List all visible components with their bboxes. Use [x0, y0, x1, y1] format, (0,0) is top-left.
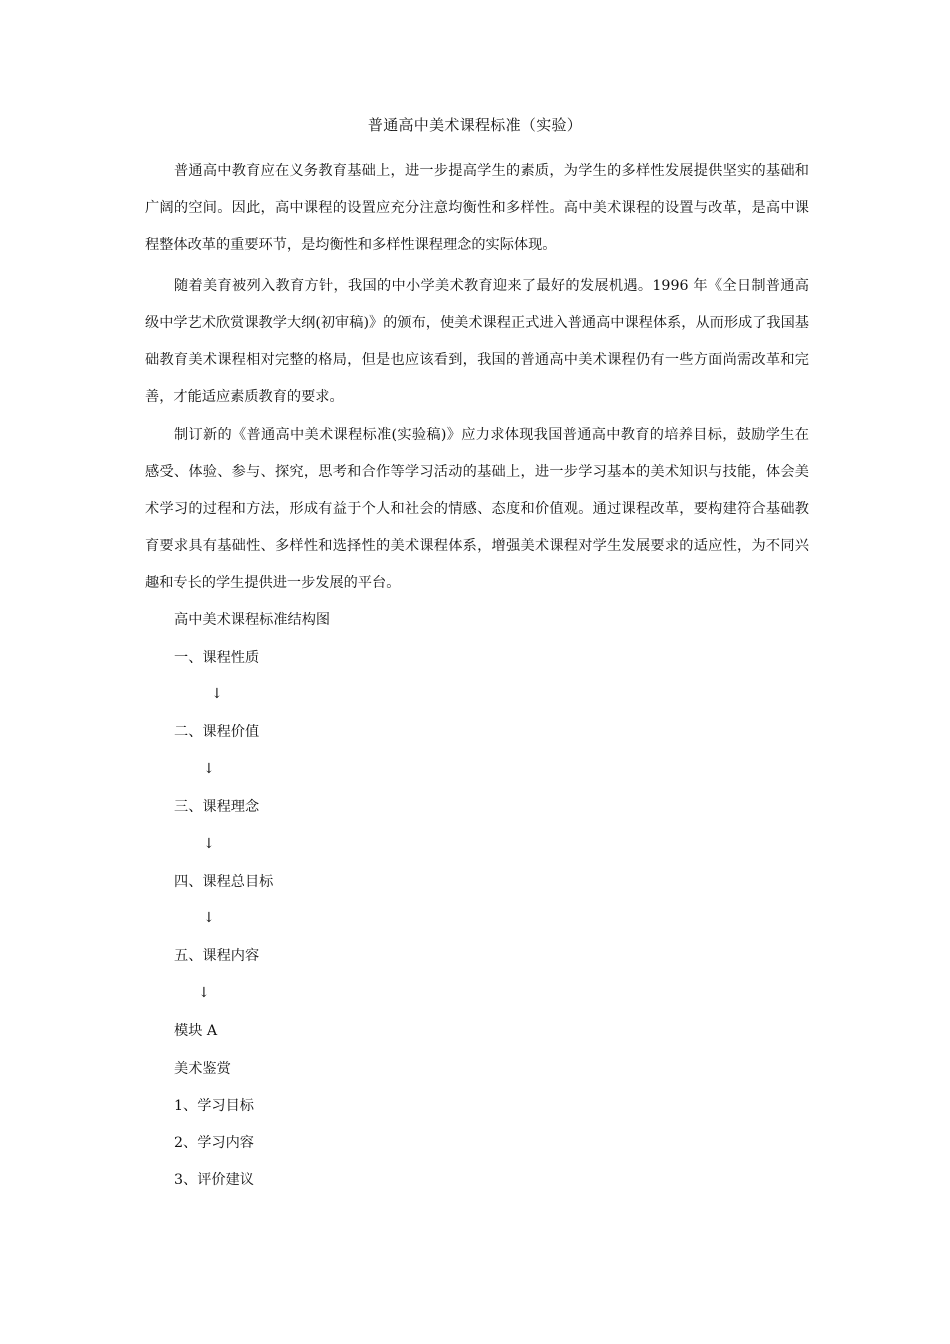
paragraph-2: 随着美育被列入教育方针，我国的中小学美术教育迎来了最好的发展机遇。1996 年《全日制普通高级中学艺术欣赏课教学大纲(初审稿)》的颁布，使美术课程正式进入普通高中课程体系，从而形成了我国基础教育美术课程相对完整的格局，但是也应该看到，我国的普通高中美术课程仍有一些方面尚需改革和完善，才能适应素质教育的要求。 — [145, 278, 809, 405]
module-name: 美术鉴赏 — [174, 1061, 231, 1077]
module-label: 模块 A — [174, 1023, 218, 1039]
structure-item-5: 五、课程内容 — [174, 948, 260, 964]
document-title: 普通高中美术课程标准（实验） — [367, 116, 583, 134]
structure-item-4: 四、课程总目标 — [174, 874, 274, 890]
sub-item-3: 3、评价建议 — [174, 1172, 254, 1188]
structure-item-1: 一、课程性质 — [174, 650, 260, 666]
sub-item-1: 1、学习目标 — [174, 1098, 254, 1114]
structure-heading: 高中美术课程标准结构图 — [174, 612, 331, 628]
sub-item-2: 2、学习内容 — [174, 1135, 254, 1151]
down-arrow-icon: ↓ — [203, 761, 215, 777]
structure-item-3: 三、课程理念 — [174, 799, 260, 815]
structure-item-2: 二、课程价值 — [174, 724, 260, 740]
down-arrow-icon: ↓ — [198, 985, 210, 1001]
paragraph-1: 普通高中教育应在义务教育基础上，进一步提高学生的素质，为学生的多样性发展提供坚实的基础和广阔的空间。因此，高中课程的设置应充分注意均衡性和多样性。高中美术课程的设置与改革，是高中课程整体改革的重要环节，是均衡性和多样性课程理念的实际体现。 — [145, 163, 809, 253]
down-arrow-icon: ↓ — [203, 836, 215, 852]
down-arrow-icon: ↓ — [203, 910, 215, 926]
paragraph-3: 制订新的《普通高中美术课程标准(实验稿)》应力求体现我国普通高中教育的培养目标，鼓励学生在感受、体验、参与、探究，思考和合作等学习活动的基础上，进一步学习基本的美术知识与技能，体会美术学习的过程和方法，形成有益于个人和社会的情感、态度和价值观。通过课程改革，要构建符合基础教育要求具有基础性、多样性和选择性的美术课程体系，增强美术课程对学生发展要求的适应性，为不同兴趣和专长的学生提供进一步发展的平台。 — [145, 427, 809, 591]
down-arrow-icon: ↓ — [211, 686, 223, 702]
